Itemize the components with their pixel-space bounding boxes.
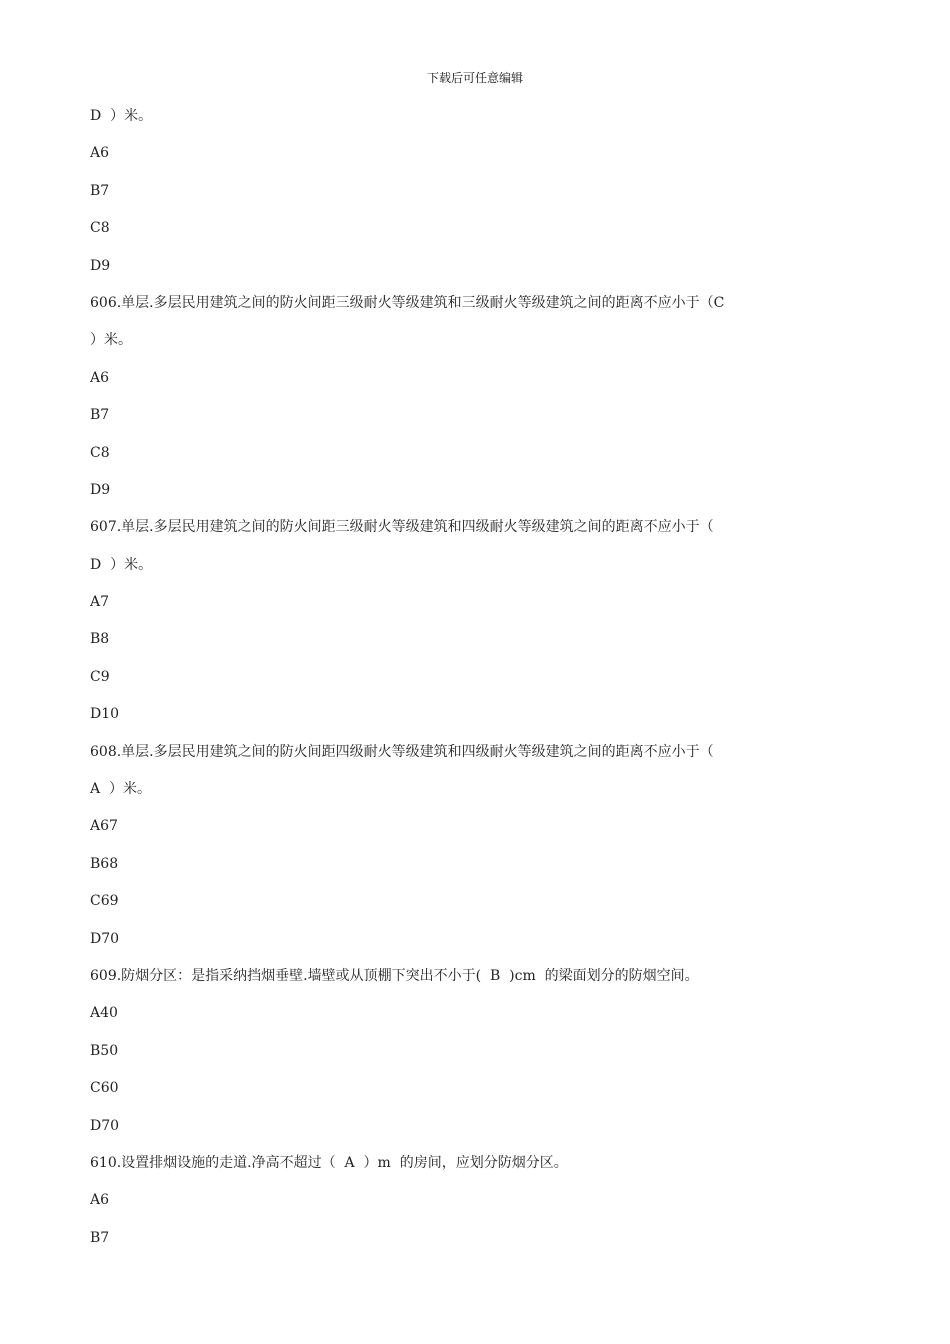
option-a: A40 [90, 1005, 118, 1022]
page-header: 下载后可任意编辑 [426, 71, 523, 85]
question-609: 609.防烟分区：是指采纳挡烟垂壁.墙壁或从顶棚下突出不小于( B )cm 的梁面划分的防烟空间。 [90, 967, 699, 984]
option-b: B7 [90, 1229, 110, 1246]
option-a: A67 [90, 818, 118, 835]
option-b: B50 [90, 1042, 119, 1059]
option-b: B68 [90, 855, 119, 872]
question-608: 608.单层.多层民用建筑之间的防火间距四级耐火等级建筑和四级耐火等级建筑之间的距离不应小于（ [90, 743, 714, 760]
option-d: D70 [90, 930, 120, 947]
option-c: C9 [90, 668, 110, 685]
option-a: A6 [90, 369, 110, 386]
option-b: B7 [90, 407, 110, 424]
option-c: C8 [90, 220, 110, 237]
option-a: A6 [90, 145, 110, 162]
option-b: B7 [90, 182, 110, 199]
option-a: A7 [90, 594, 110, 611]
option-d: D9 [90, 481, 111, 498]
option-c: C60 [90, 1080, 119, 1097]
option-d: D9 [90, 257, 111, 274]
question-607-continuation: D ）米。 [90, 556, 153, 573]
option-b: B8 [90, 631, 110, 648]
document-body [90, 103, 860, 1262]
question-608-continuation: A ）米。 [90, 781, 152, 798]
question-606-continuation: ）米。 [90, 332, 132, 349]
option-c: C69 [90, 893, 119, 910]
line-continuation-605: D ）米。 [90, 108, 153, 124]
question-607: 607.单层.多层民用建筑之间的防火间距三级耐火等级建筑和四级耐火等级建筑之间的距离不应小于（ [90, 519, 714, 536]
option-d: D10 [90, 706, 120, 723]
question-606: 606.单层.多层民用建筑之间的防火间距三级耐火等级建筑和三级耐火等级建筑之间的距离不应小于（C [90, 294, 725, 311]
option-c: C8 [90, 444, 110, 461]
option-a: A6 [90, 1192, 110, 1209]
question-610: 610.设置排烟设施的走道.净高不超过（ A ）m 的房间，应划分防烟分区。 [90, 1154, 568, 1171]
option-d: D70 [90, 1117, 120, 1134]
